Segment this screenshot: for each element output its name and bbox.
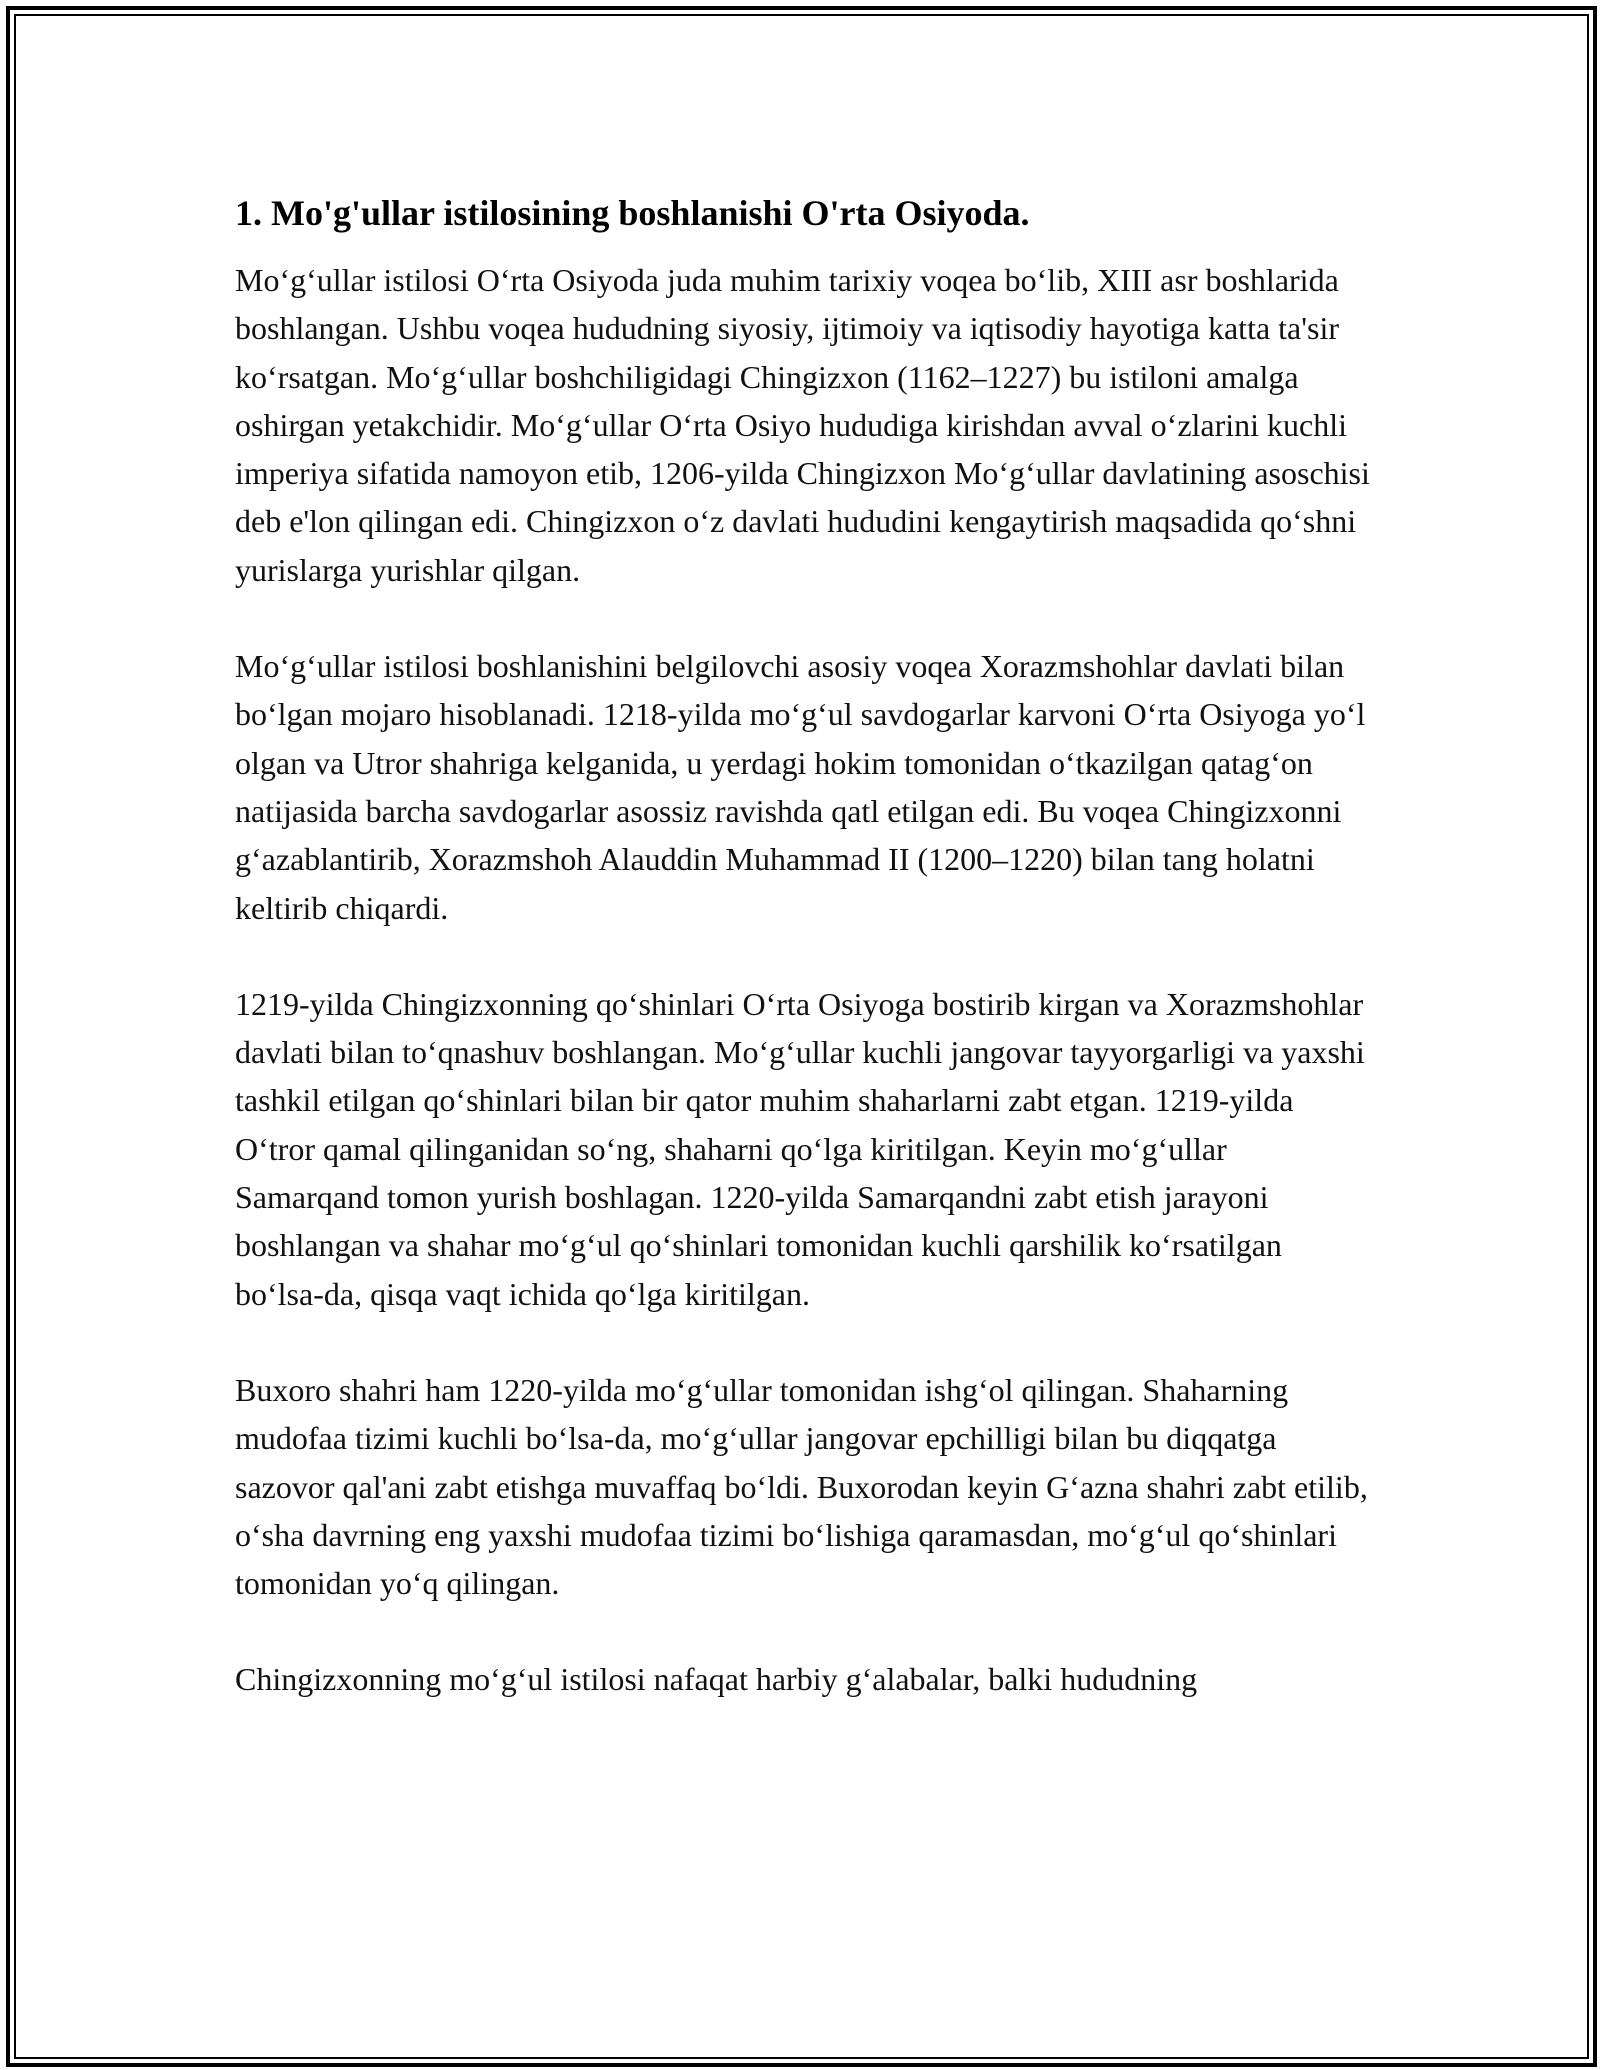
paragraph-1: Mo‘g‘ullar istilosi O‘rta Osiyoda juda muhim tarixiy voqea bo‘lib, XIII asr boshlarida boshlangan. Ushbu voqea hududning siyosiy, ijtimoiy va iqtisodiy hayotiga katta ta'sir ko‘rsatgan. Mo‘g‘ullar boshchiligidagi Chingizxon (1162–1227) bu istiloni amalga oshirgan yetakchidir. Mo‘g‘ullar O‘rta Osiyo hududiga kirishdan avval o‘zlarini kuchli imperiya sifatida namoyon etib, 1206-yilda Chingizxon Mo‘g‘ullar davlatining asoschisi deb e'lon qilingan edi. Chingizxon o‘z davlati hududini kengaytirish maqsadida qo‘shni yurislarga yurishlar qilgan.: [235, 262, 1370, 588]
paragraph-3: 1219-yilda Chingizxonning qo‘shinlari O‘rta Osiyoga bostirib kirgan va Xorazmshohlar davlati bilan to‘qnashuv boshlangan. Mo‘g‘ullar kuchli jangovar tayyorgarligi va yaxshi tashkil etilgan qo‘shinlari bilan bir qator muhim shaharlarni zabt etgan. 1219-yilda O‘tror qamal qilinganidan so‘ng, shaharni qo‘lga kiritilgan. Keyin mo‘g‘ullar Samarqand tomon yurish boshlagan. 1220-yilda Samarqandni zabt etish jarayoni boshlangan va shahar mo‘g‘ul qo‘shinlari tomonidan kuchli qarshilik ko‘rsatilgan bo‘lsa-da, qisqa vaqt ichida qo‘lga kiritilgan.: [235, 985, 1365, 1312]
section-heading: 1. Mo'g'ullar istilosining boshlanishi O'rta Osiyoda.: [235, 193, 1030, 233]
paragraph-4: Buxoro shahri ham 1220-yilda mo‘g‘ullar tomonidan ishg‘ol qilingan. Shaharning mudofaa tizimi kuchli bo‘lsa-da, mo‘g‘ullar jangovar epchilligi bilan bu diqqatga sazovor qal'ani zabt etishga muvaffaq bo‘ldi. Buxorodan keyin G‘azna shahri zabt etilib, o‘sha davrning eng yaxshi mudofaa tizimi bo‘lishiga qaramasdan, mo‘g‘ul qo‘shinlari tomonidan yo‘q qilingan.: [235, 1371, 1368, 1602]
paragraph-2: Mo‘g‘ullar istilosi boshlanishini belgilovchi asosiy voqea Xorazmshohlar davlati bilan bo‘lgan mojaro hisoblanadi. 1218-yilda mo‘g‘ul savdogarlar karvoni O‘rta Osiyoga yo‘l olgan va Utror shahriga kelganida, u yerdagi hokim tomonidan o‘tkazilgan qatag‘on natijasida barcha savdogarlar asossiz ravishda qatl etilgan edi. Bu voqea Chingizxonni g‘azablantirib, Xorazmshoh Alauddin Muhammad II (1200–1220) bilan tang holatni keltirib chiqardi.: [235, 648, 1366, 926]
paragraph-5: Chingizxonning mo‘g‘ul istilosi nafaqat harbiy g‘alabalar, balki hududning: [235, 1661, 1198, 1698]
document-body: [235, 190, 1370, 1704]
